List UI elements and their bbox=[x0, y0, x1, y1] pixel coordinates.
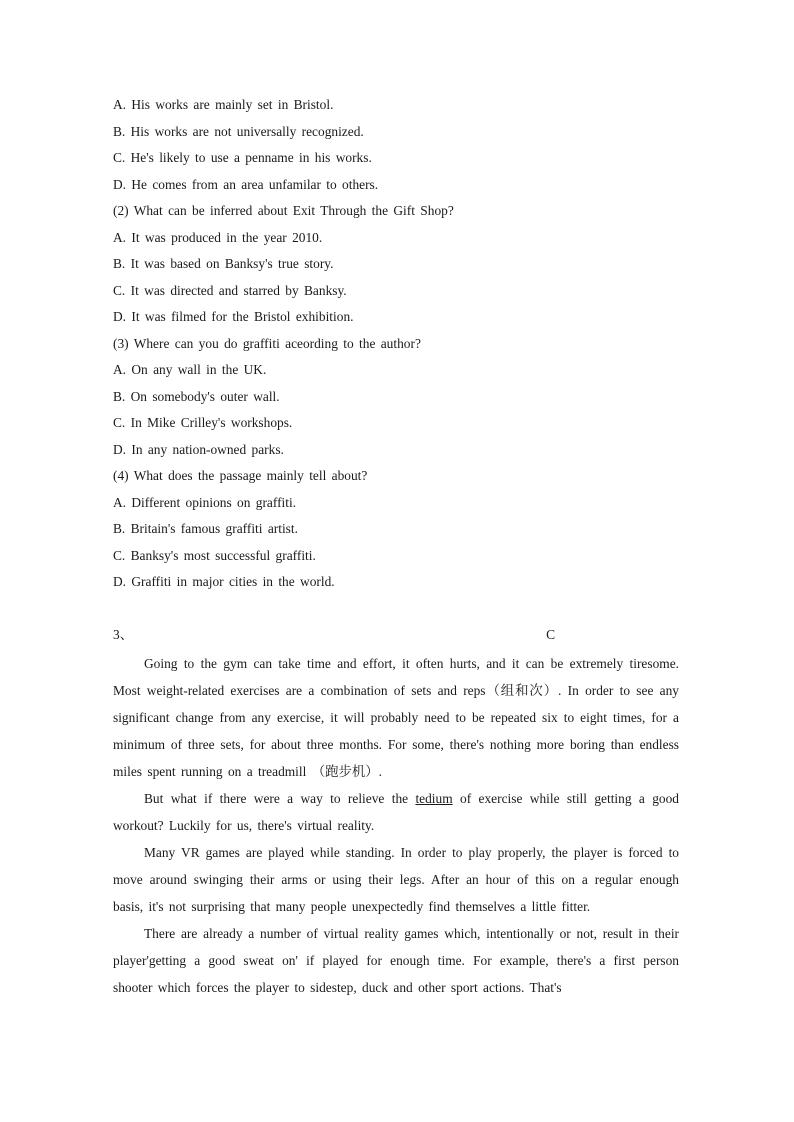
section-heading bbox=[113, 622, 555, 648]
reading-passage bbox=[113, 650, 679, 1001]
question-line: (4) What does the passage mainly tell about? bbox=[113, 468, 368, 483]
option-line: B. His works are not universally recognized. bbox=[113, 123, 364, 139]
option-line: D. He comes from an area unfamilar to others. bbox=[113, 176, 379, 192]
option-line: D. It was filmed for the Bristol exhibition. bbox=[113, 309, 354, 324]
question-options-block bbox=[113, 92, 693, 596]
option-line: D. In any nation-owned parks. bbox=[113, 441, 284, 457]
option-line: B. Britain's famous graffiti artist. bbox=[113, 521, 298, 536]
option-line: C. He's likely to use a penname in his works. bbox=[113, 150, 372, 165]
paragraph-text: But what if there were a way to relieve the bbox=[144, 791, 416, 806]
passage-paragraph-3: Many VR games are played while standing. In order to play properly, the player is forced to move around swinging their arms or using their legs. After an hour of this on a regular enough basis, it's not surprising that many people unexpectedly find themselves a little fitter. bbox=[113, 845, 679, 914]
passage-paragraph-2 bbox=[113, 785, 679, 839]
option-line: B. It was based on Banksy's true story. bbox=[113, 256, 334, 271]
option-line: A. His works are mainly set in Bristol. bbox=[113, 97, 334, 112]
option-line: B. On somebody's outer wall. bbox=[113, 388, 280, 404]
passage-paragraph-4: There are already a number of virtual reality games which, intentionally or not, result in their player'getting a good sweat on' if played for enough time. For example, there's a first person shooter which forces the player to sidestep, duck and other sport actions. That's bbox=[113, 926, 679, 995]
option-line: C. Banksy's most successful graffiti. bbox=[113, 547, 316, 563]
passage-paragraph-1: Going to the gym can take time and effort, it often hurts, and it can be extremely tiresome. Most weight-related exercises are a combination of sets and reps（组和次）. In order to see any significant change from any exercise, it will probably need to be repeated six to eight times, for a minimum of three sets, for about three months. For some, there's nothing more boring than endless miles spent running on a treadmill （跑步机）. bbox=[113, 656, 679, 779]
question-line: (3) Where can you do graffiti aceording to the author? bbox=[113, 335, 421, 351]
underlined-word: tedium bbox=[415, 791, 453, 806]
paragraph-text: of exercise while still getting a good workout? Luckily for us, there's virtual reality. bbox=[113, 791, 679, 833]
section-letter: C bbox=[546, 627, 555, 642]
section-number: 3、 bbox=[113, 627, 134, 642]
option-line: C. In Mike Crilley's workshops. bbox=[113, 415, 293, 430]
option-line: A. Different opinions on graffiti. bbox=[113, 494, 297, 510]
question-line: (2) What can be inferred about Exit Through the Gift Shop? bbox=[113, 203, 454, 218]
option-line: C. It was directed and starred by Banksy. bbox=[113, 282, 347, 298]
option-line: D. Graffiti in major cities in the world. bbox=[113, 574, 335, 589]
option-line: A. On any wall in the UK. bbox=[113, 362, 267, 377]
option-line: A. It was produced in the year 2010. bbox=[113, 229, 323, 245]
